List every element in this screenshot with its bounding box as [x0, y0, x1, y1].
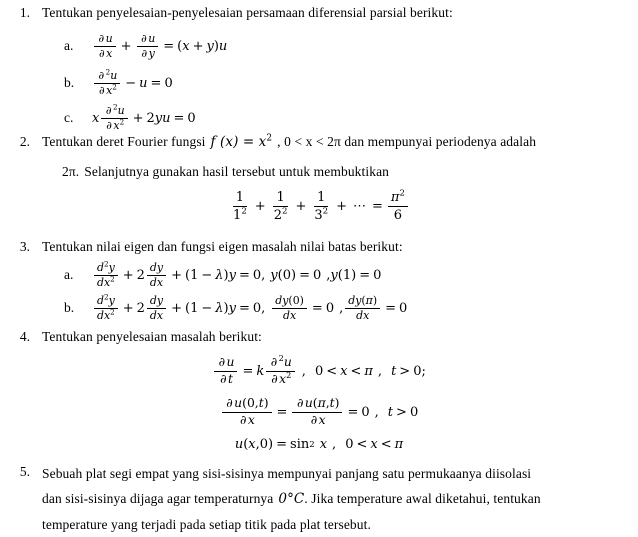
coefficient-2: 2 — [146, 110, 155, 126]
var-x: x — [319, 437, 328, 452]
value-0: 0 — [292, 294, 300, 307]
value-0: 0 — [325, 300, 335, 316]
var-t: t — [228, 372, 233, 387]
var-d: d — [97, 309, 104, 323]
plus-operator: + — [122, 300, 134, 316]
var-d: d — [348, 294, 356, 307]
problem-4 — [0, 326, 638, 348]
problem-2-line2 — [62, 161, 638, 183]
var-t: t — [329, 396, 335, 410]
var-u: u — [234, 396, 243, 410]
lparen: ( — [337, 267, 343, 283]
var-x: x — [182, 38, 190, 54]
problem-5-text-a: dan sisi-sisinya dijaga agar temperaturnya — [42, 491, 274, 506]
exponent-2: 2 — [103, 259, 109, 269]
var-u: u — [162, 110, 171, 126]
var-u: u — [218, 38, 228, 54]
var-x: x — [113, 119, 120, 133]
var-y: y — [355, 294, 362, 307]
partial-symbol: ∂ — [98, 84, 105, 98]
var-x: x — [156, 309, 164, 323]
value-0: 0 — [164, 75, 173, 91]
exponent-2: 2 — [322, 206, 329, 217]
problem-1b — [0, 69, 638, 98]
partial-symbol: ∂ — [270, 355, 278, 369]
var-d: d — [97, 276, 104, 290]
problem-4-number: 4. — [19, 329, 30, 344]
exponent-2: 2 — [112, 82, 117, 92]
rparen: ) — [223, 300, 229, 316]
problem-4-text: Tentukan penyelesaian masalah berikut: — [42, 329, 262, 344]
rparen: ) — [334, 396, 340, 410]
partial-symbol: ∂ — [296, 396, 304, 410]
partial-symbol: ∂ — [239, 413, 247, 428]
comma: , — [261, 267, 266, 283]
plus-operator: + — [171, 267, 182, 283]
problem-1a-equation — [92, 32, 227, 61]
equals-operator: = — [238, 300, 250, 316]
lparen: ( — [243, 437, 249, 452]
var-u: u — [148, 32, 156, 45]
equals-operator: = — [276, 404, 288, 420]
lparen: ( — [361, 294, 366, 307]
comma: , — [377, 363, 383, 379]
var-x: x — [247, 413, 255, 428]
exponent-2: 2 — [112, 102, 118, 112]
var-x: x — [103, 276, 111, 290]
var-x: x — [103, 309, 111, 323]
value-0: 0 — [259, 437, 269, 452]
partial-symbol: ∂ — [98, 47, 105, 61]
var-x: x — [290, 309, 297, 323]
value-0: 0 — [399, 300, 408, 316]
problem-2-text-b: , 0 < x < 2π dan mempunyai periodenya adalah — [277, 134, 537, 149]
comma: , — [254, 396, 259, 410]
comma: , — [339, 300, 344, 316]
exponent-2: 2 — [110, 274, 115, 284]
partial-symbol: ∂ — [141, 47, 148, 61]
ellipsis-symbol: ⋯ — [353, 199, 367, 215]
var-y: y — [228, 300, 236, 316]
var-x: x — [106, 84, 113, 98]
partial-symbol: ∂ — [310, 413, 318, 428]
equals-operator: = — [242, 363, 254, 379]
lparen: ( — [277, 267, 283, 283]
value-0: 0 — [282, 267, 291, 283]
rparen: ) — [290, 267, 297, 283]
plus-operator: + — [120, 38, 132, 54]
var-x: x — [92, 110, 100, 126]
equals-operator: = — [359, 267, 371, 283]
problem-3b-letter: b. — [64, 300, 75, 316]
var-u: u — [139, 75, 148, 91]
less-than-operator: < — [356, 437, 368, 452]
pi-symbol: π — [394, 437, 404, 452]
plus-operator: + — [192, 38, 204, 54]
partial-symbol: ∂ — [226, 396, 233, 410]
var-x: x — [156, 276, 164, 290]
semicolon: ; — [421, 363, 426, 379]
comma: , — [325, 396, 330, 410]
var-y: y — [108, 261, 115, 274]
exponent-2: 2 — [110, 307, 115, 317]
denominator-6: 6 — [393, 207, 403, 223]
minus-operator: − — [125, 75, 137, 91]
var-u: u — [283, 355, 292, 369]
equals-operator: = — [163, 38, 175, 54]
equals-operator: = — [385, 300, 396, 316]
denominator-1: 1 — [233, 207, 242, 223]
minus-operator: − — [201, 300, 213, 316]
lparen: ( — [184, 300, 191, 316]
value-0: 0 — [187, 110, 196, 126]
var-d: d — [356, 309, 364, 323]
problem-1a — [0, 32, 638, 61]
var-x: x — [279, 372, 287, 387]
var-u: u — [226, 355, 235, 369]
equals-operator: = — [238, 267, 250, 283]
greater-than-operator: > — [399, 363, 411, 379]
rparen: ) — [213, 38, 219, 54]
problem-3-number: 3. — [19, 239, 30, 254]
problem-3a-equation — [92, 261, 381, 290]
comma: , — [301, 363, 306, 379]
value-0: 0 — [252, 267, 262, 283]
function-fx: f (x) = x — [210, 134, 267, 150]
lambda-symbol: λ — [215, 267, 224, 283]
problem-1c-equation — [92, 104, 196, 133]
var-d: d — [149, 309, 157, 323]
problem-1c — [0, 104, 638, 133]
var-d: d — [283, 309, 290, 323]
comma: , — [374, 404, 379, 420]
rparen: ) — [351, 267, 357, 283]
comma: , — [255, 437, 260, 452]
partial-symbol: ∂ — [98, 69, 105, 82]
value-0: 0 — [252, 300, 262, 316]
exponent-2: 2 — [266, 133, 273, 144]
period-2pi: 2π. — [62, 164, 80, 179]
value-0: 0 — [345, 437, 354, 452]
var-y: y — [154, 110, 163, 126]
problem-3 — [0, 236, 638, 258]
value-0: 0 — [312, 267, 322, 283]
equals-operator: = — [347, 404, 359, 420]
plus-operator: + — [295, 199, 307, 215]
value-0: 0 — [246, 396, 255, 410]
problem-4-equation-2 — [0, 396, 638, 428]
var-y: y — [270, 267, 278, 283]
var-d: d — [149, 294, 157, 307]
var-t: t — [391, 363, 397, 379]
var-x: x — [248, 437, 256, 452]
partial-symbol: ∂ — [271, 372, 278, 387]
comma: , — [326, 267, 331, 283]
pi-symbol: π — [390, 190, 400, 205]
var-y: y — [206, 38, 214, 54]
var-k: k — [256, 363, 265, 379]
pi-symbol: π — [317, 396, 326, 410]
less-than-operator: < — [380, 437, 392, 452]
problem-2-number: 2. — [19, 134, 30, 149]
problem-5 — [0, 461, 638, 537]
rparen: ) — [372, 294, 378, 307]
problem-1-text: Tentukan penyelesaian-penyelesaian persamaan diferensial parsial berikut: — [42, 5, 453, 20]
value-1: 1 — [190, 267, 199, 283]
equals-operator: = — [372, 199, 383, 215]
partial-symbol: ∂ — [220, 372, 227, 387]
exponent-2: 2 — [281, 206, 288, 217]
problem-2-text-a: Tentukan deret Fourier fungsi — [42, 134, 206, 149]
plus-operator: + — [336, 199, 348, 215]
coefficient-2: 2 — [136, 267, 145, 283]
rparen: ) — [223, 267, 229, 283]
var-x: x — [370, 437, 378, 452]
var-d: d — [97, 294, 104, 307]
value-0: 0 — [361, 404, 370, 420]
less-than-operator: < — [326, 363, 338, 379]
numerator-1: 1 — [276, 190, 285, 205]
var-y: y — [330, 267, 338, 283]
problem-4-equation-3: u ( x , 0 ) = sin 2 x , 0 < x < π — [234, 437, 404, 452]
var-y: y — [282, 294, 289, 307]
var-x: x — [106, 47, 113, 61]
problem-3a-letter: a. — [64, 267, 74, 283]
problem-1-number: 1. — [19, 5, 30, 20]
value-0: 0 — [373, 267, 382, 283]
exponent-2: 2 — [278, 352, 284, 363]
equals-operator: = — [311, 300, 323, 316]
problem-2-text-c: Selanjutnya gunakan hasil tersebut untuk membuktikan — [84, 164, 390, 179]
rparen: ) — [268, 437, 274, 452]
problem-3a — [0, 261, 638, 290]
var-y: y — [148, 47, 155, 61]
problem-2-line1 — [42, 131, 628, 153]
greater-than-operator: > — [396, 404, 407, 420]
problem-1b-equation — [92, 69, 173, 98]
var-u: u — [110, 69, 118, 82]
problem-3-text: Tentukan nilai eigen dan fungsi eigen masalah nilai batas berikut: — [42, 239, 403, 254]
lparen: ( — [288, 294, 293, 307]
var-u: u — [117, 104, 125, 117]
problem-2-equation — [0, 190, 638, 224]
value-1: 1 — [342, 267, 352, 283]
plus-operator: + — [171, 300, 182, 316]
pi-symbol: π — [365, 294, 373, 307]
coefficient-2: 2 — [136, 300, 145, 316]
lparen: ( — [184, 267, 191, 283]
exponent-2: 2 — [105, 67, 111, 77]
problem-5-line1: Sebuah plat segi empat yang sisi-sisinya mempunyai panjang satu permukaanya diisolasi — [42, 466, 532, 481]
pi-symbol: π — [364, 363, 373, 379]
less-than-operator: < — [350, 363, 362, 379]
comma: , — [261, 300, 266, 316]
denominator-3: 3 — [314, 207, 323, 223]
var-y: y — [156, 261, 164, 274]
exponent-2: 2 — [286, 369, 292, 380]
var-u: u — [105, 32, 113, 45]
numerator-1: 1 — [317, 190, 326, 205]
var-u: u — [304, 396, 313, 410]
comma: , — [332, 437, 337, 452]
problem-4-equation-1 — [0, 352, 638, 387]
var-u: u — [234, 437, 244, 452]
exponent-2: 2 — [399, 188, 405, 199]
var-d: d — [275, 294, 283, 307]
var-d: d — [149, 276, 157, 290]
problem-3b-equation — [92, 294, 407, 323]
minus-operator: − — [201, 267, 213, 283]
var-d: d — [149, 261, 157, 274]
rparen: ) — [263, 396, 269, 410]
problem-3b — [0, 294, 638, 323]
rparen: ) — [299, 294, 304, 307]
problem-5-number: 5. — [19, 464, 30, 479]
sine-function: sin — [290, 437, 310, 452]
value-0: 0 — [314, 363, 324, 379]
var-d: d — [97, 261, 104, 274]
temperature-value: 0°C — [278, 491, 305, 507]
problem-1c-letter: c. — [64, 110, 74, 126]
partial-symbol: ∂ — [106, 119, 112, 133]
var-t: t — [258, 396, 264, 410]
problem-5-text-b: . Jika temperature awal diketahui, tentukan — [304, 491, 541, 506]
lparen: ( — [242, 396, 247, 410]
plus-operator: + — [132, 110, 144, 126]
var-x: x — [340, 363, 348, 379]
value-1: 1 — [190, 300, 199, 316]
lparen: ( — [312, 396, 318, 410]
var-y: y — [228, 267, 236, 283]
var-y: y — [156, 294, 164, 307]
denominator-2: 2 — [273, 207, 282, 223]
problem-5-line3: temperature yang terjadi pada setiap titik pada plat tersebut. — [42, 517, 371, 532]
lparen: ( — [177, 38, 183, 54]
equals-operator: = — [276, 437, 288, 452]
problem-5-line2 — [42, 486, 628, 512]
var-x: x — [363, 309, 370, 323]
exponent-2: 2 — [241, 206, 247, 217]
plus-operator: + — [254, 199, 266, 215]
value-0: 0 — [409, 404, 419, 420]
exponent-2: 2 — [119, 117, 125, 127]
exponent-2: 2 — [103, 292, 109, 302]
equals-operator: = — [299, 267, 310, 283]
partial-symbol: ∂ — [218, 355, 226, 369]
plus-operator: + — [122, 267, 134, 283]
partial-symbol: ∂ — [98, 32, 105, 45]
equals-operator: = — [150, 75, 162, 91]
lambda-symbol: λ — [215, 300, 224, 316]
partial-symbol: ∂ — [141, 32, 147, 45]
equals-operator: = — [173, 110, 185, 126]
value-0: 0 — [413, 363, 422, 379]
var-y: y — [108, 294, 115, 307]
var-x: x — [318, 413, 326, 428]
problem-1b-letter: b. — [64, 75, 75, 91]
problem-2 — [0, 131, 638, 153]
problem-1 — [0, 2, 638, 24]
numerator-1: 1 — [235, 190, 245, 205]
partial-symbol: ∂ — [105, 104, 112, 117]
var-t: t — [387, 404, 394, 420]
problem-1a-letter: a. — [64, 38, 74, 54]
